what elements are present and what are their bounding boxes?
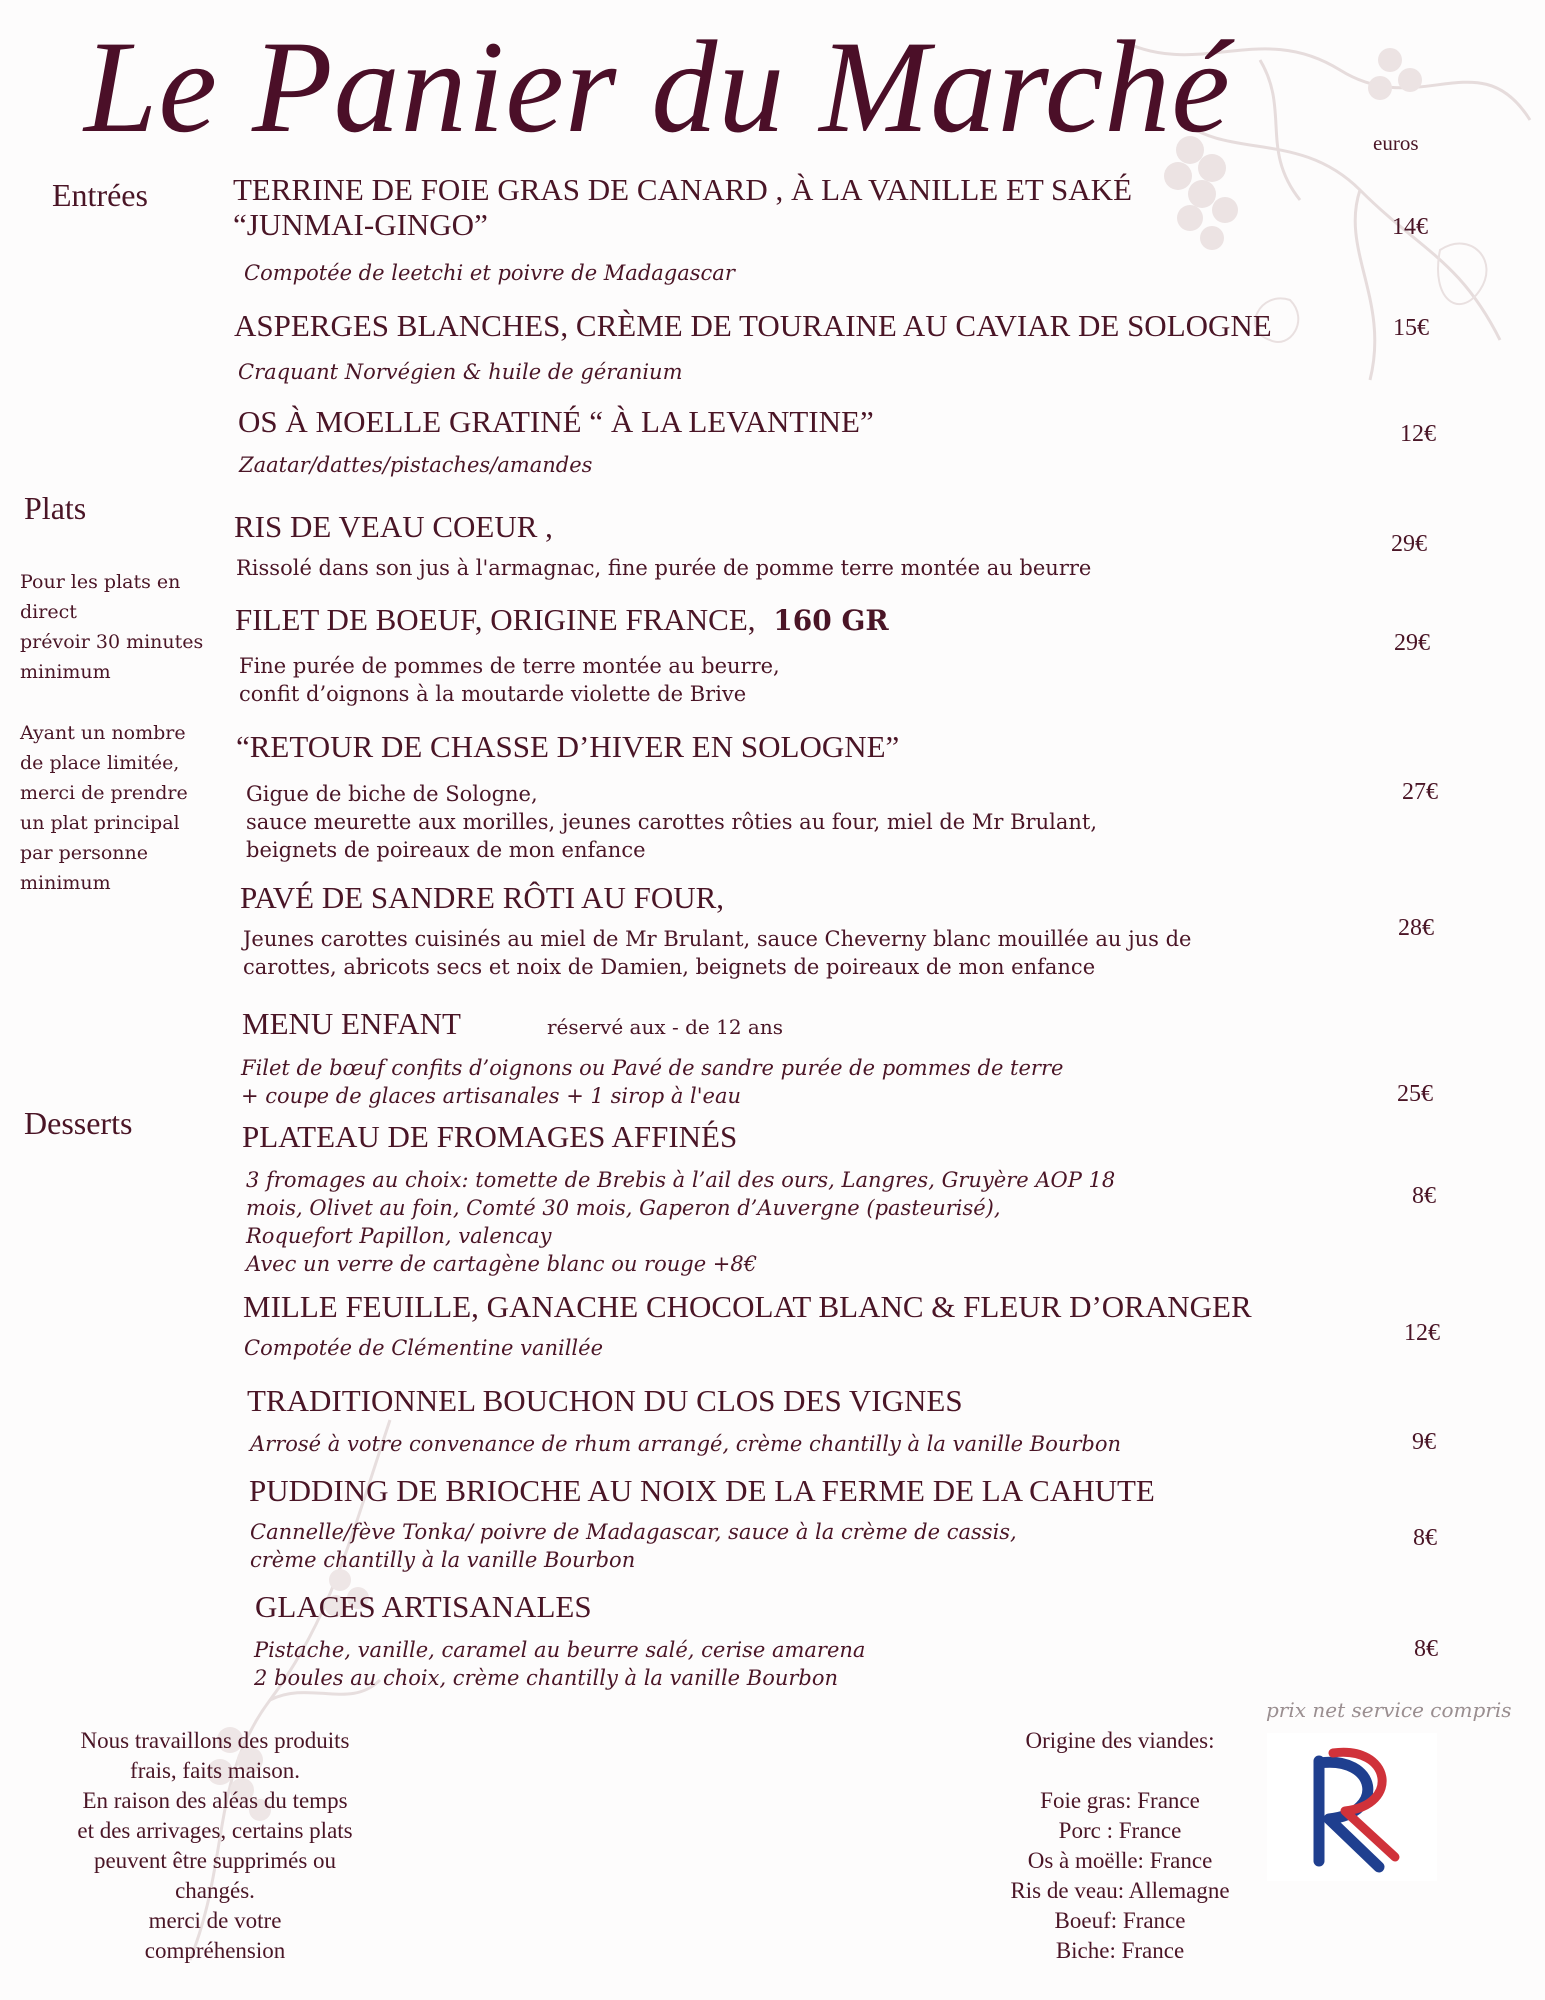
dish-price-asperges: 15€: [1393, 315, 1429, 341]
footer-fresh-products-note: Nous travaillons des produits frais, faits maison. En raison des aléas du temps et des arrivages, certains plats peuvent être supprimés ou changés. merci de votre compréhension: [77, 1728, 353, 1963]
dish-desc-filet-boeuf: Fine purée de pommes de terre montée au beurre, confit d’oignons à la moutarde violette de Brive: [239, 654, 780, 706]
section-entrees: Entrées: [52, 177, 148, 213]
plats-limited-note: Ayant un nombre de place limitée, merci de prendre un plat principal par personne minimum: [20, 722, 188, 894]
dish-desc-os-moelle: Zaatar/dattes/pistaches/amandes: [239, 453, 593, 477]
section-plats: Plats: [24, 490, 87, 526]
dish-desc-mille-feuille: Compotée de Clémentine vanillée: [244, 1336, 603, 1360]
dish-price-menu-enfant: 25€: [1397, 1081, 1433, 1107]
dish-desc-foie-gras: Compotée de leetchi et poivre de Madagascar: [244, 261, 735, 285]
dish-desc-pave-sandre: Jeunes carottes cuisinés au miel de Mr Brulant, sauce Cheverny blanc mouillée au jus de carottes, abricots secs et noix de Damien, beignets de poireaux de mon enfance: [243, 927, 1192, 979]
dish-price-mille-feuille: 12€: [1404, 1320, 1440, 1346]
dish-desc-pudding: Cannelle/fève Tonka/ poivre de Madagascar, sauce à la crème de cassis, crème chantilly à la vanille Bourbon: [250, 1520, 1017, 1572]
dish-name-glaces: GLACES ARTISANALES: [255, 1589, 592, 1624]
footer-meat-origin: Origine des viandes: Foie gras: France Porc : France Os à moëlle: France Ris de veau: Allemagne Boeuf: France Biche: France: [1010, 1728, 1230, 1963]
dish-name-pudding: PUDDING DE BRIOCHE AU NOIX DE LA FERME DE LA CAHUTE: [249, 1473, 1155, 1508]
dish-price-bouchon: 9€: [1412, 1429, 1436, 1455]
dish-price-pudding: 8€: [1413, 1525, 1437, 1551]
dish-price-filet-boeuf: 29€: [1394, 630, 1430, 656]
dish-desc-fromages: 3 fromages au choix: tomette de Brebis à l’ail des ours, Langres, Gruyère AOP 18 mois, Olivet au foin, Comté 30 mois, Gaperon d’Auvergne (pasteurisé), Roquefort Papillon, valencay Avec un verre de cartagène blanc ou rouge +8€: [246, 1168, 1116, 1276]
dish-weight-filet-boeuf: 160 GR: [773, 604, 889, 637]
service-note: prix net service compris: [1266, 1698, 1512, 1722]
plats-timing-note: Pour les plats en direct prévoir 30 minutes minimum: [20, 571, 204, 683]
section-desserts: Desserts: [24, 1105, 133, 1141]
dish-note-menu-enfant: réservé aux - de 12 ans: [547, 1015, 783, 1039]
dish-name-foie-gras: TERRINE DE FOIE GRAS DE CANARD , À LA VANILLE ET SAKÉ “JUNMAI-GINGO”: [233, 172, 1132, 242]
dish-desc-ris-de-veau: Rissolé dans son jus à l'armagnac, fine purée de pomme terre montée au beurre: [236, 556, 1092, 580]
dish-name-pave-sandre: PAVÉ DE SANDRE RÔTI AU FOUR,: [240, 880, 725, 915]
currency-header: euros: [1373, 131, 1419, 155]
dish-name-fromages: PLATEAU DE FROMAGES AFFINÉS: [242, 1119, 738, 1154]
dish-desc-menu-enfant: Filet de bœuf confits d’oignons ou Pavé de sandre purée de pommes de terre + coupe de glaces artisanales + 1 sirop à l'eau: [241, 1056, 1064, 1108]
restaurant-monogram-logo: [1267, 1733, 1437, 1881]
dish-price-pave-sandre: 28€: [1398, 915, 1434, 941]
dish-name-mille-feuille: MILLE FEUILLE, GANACHE CHOCOLAT BLANC & FLEUR D’ORANGER: [243, 1289, 1252, 1324]
dish-price-fromages: 8€: [1412, 1183, 1436, 1209]
dish-name-retour-chasse: “RETOUR DE CHASSE D’HIVER EN SOLOGNE”: [236, 729, 900, 764]
dish-price-glaces: 8€: [1414, 1636, 1438, 1662]
dish-desc-glaces: Pistache, vanille, caramel au beurre salé, cerise amarena 2 boules au choix, crème chantilly à la vanille Bourbon: [254, 1638, 866, 1690]
dish-desc-bouchon: Arrosé à votre convenance de rhum arrangé, crème chantilly à la vanille Bourbon: [250, 1432, 1122, 1456]
dish-desc-retour-chasse: Gigue de biche de Sologne, sauce meurette aux morilles, jeunes carottes rôties au four, miel de Mr Brulant, beignets de poireaux de mon enfance: [246, 782, 1097, 862]
dish-name-os-moelle: OS À MOELLE GRATINÉ “ À LA LEVANTINE”: [238, 404, 874, 439]
dish-price-ris-de-veau: 29€: [1391, 531, 1427, 557]
restaurant-monogram-logo-icon: [1267, 1733, 1437, 1881]
dish-name-ris-de-veau: RIS DE VEAU COEUR ,: [234, 509, 553, 544]
restaurant-title: Le Panier du Marché: [84, 13, 1231, 160]
dish-name-filet-boeuf: [235, 602, 889, 638]
dish-name-filet-boeuf-text: FILET DE BOEUF, ORIGINE FRANCE,: [235, 602, 756, 637]
dish-name-menu-enfant: MENU ENFANT: [242, 1006, 461, 1041]
dish-price-retour-chasse: 27€: [1402, 779, 1438, 805]
dish-desc-asperges: Craquant Norvégien & huile de géranium: [238, 360, 683, 384]
dish-price-os-moelle: 12€: [1400, 421, 1436, 447]
dish-price-foie-gras: 14€: [1392, 214, 1428, 240]
dish-name-asperges: ASPERGES BLANCHES, CRÈME DE TOURAINE AU CAVIAR DE SOLOGNE: [234, 308, 1272, 343]
dish-name-bouchon: TRADITIONNEL BOUCHON DU CLOS DES VIGNES: [247, 1383, 963, 1418]
